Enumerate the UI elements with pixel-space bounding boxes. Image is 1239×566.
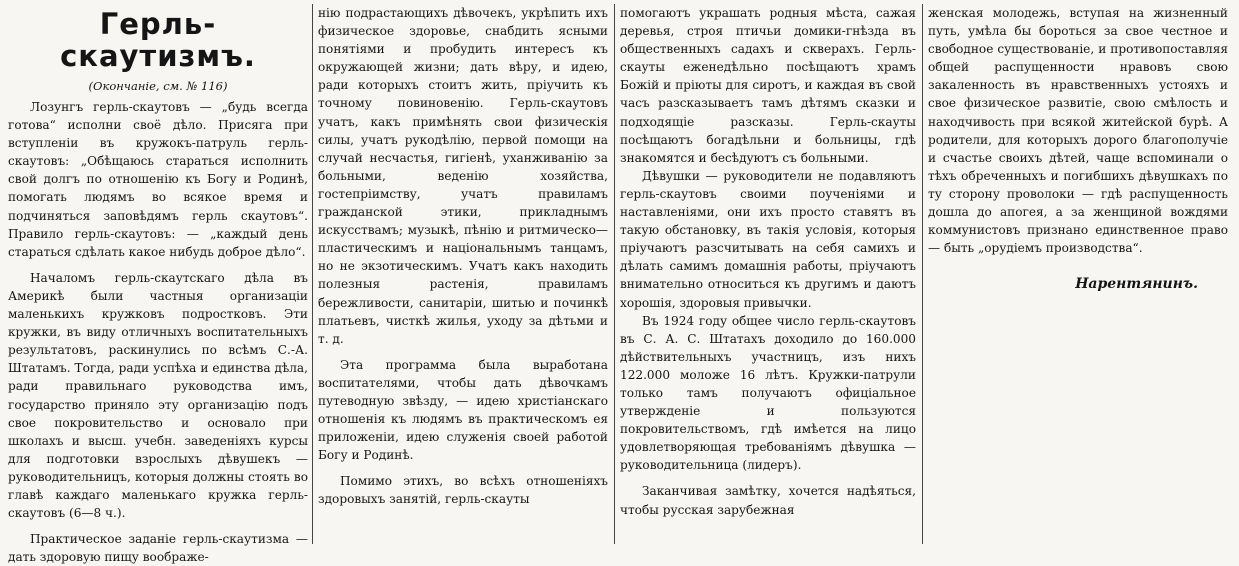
article-column-4: [928, 0, 1228, 548]
article-column-1: [8, 0, 308, 565]
paragraph: Лозунгъ герль-скаутовъ — „будь всегда готова“ исполни своё дѣло. Присяга при вступленіи въ кружокъ-патруль герль-скаутовъ: „Обѣщаюсь стараться исполнить свой долгъ по отношенію къ Богу и Родинѣ, помогать людямъ во всякое время и подчиняться заповѣдямъ герль скаутовъ“. Правило герль-скаутовъ: — „каждый день стараться сдѣлать какое нибудь доброе дѣло“.: [8, 100, 308, 259]
paragraph: нію подрастающихъ дѣвочекъ, укрѣпить ихъ физическое здоровье, снабдить ясными понятіями и пробудить интересъ къ окружающей жизни; дать вѣру, и идею, ради которыхъ стоитъ жить, пріучить къ точному повиновенію. Герль-скаутовъ учатъ, какъ примѣнять свои физическія силы, учатъ рукодѣлію, первой помощи на случай несчастья, гигіенѣ, уханживанію за больными, веденію хозяйства, гостепріимству, учатъ правиламъ гражданской этики, прикладнымъ искусствамъ; музыкѣ, пѣнію и ритмическо—пластическимъ и національнымъ танцамъ, но не экзотическимъ. Учатъ какъ находить полезныя растенія, правиламъ бережливости, санитаріи, шитью и починкѣ платьевъ, чисткѣ жилья, уходу за дѣтьми и т. д.: [318, 6, 608, 346]
paragraph: помогаютъ украшать родныя мѣста, сажая деревья, строя птичьи домики-гнѣзда въ общественныхъ садахъ и скверахъ. Герль-скауты еженедѣльно посѣщаютъ храмъ Божій и пріюты для сиротъ, и каждая въ свой часъ разсказываетъ тамъ дѣтямъ сказки и подходящіе разсказы. Герль-скауты посѣщаютъ богадѣльни и больницы, гдѣ знакомятся и бесѣдуютъ съ больными.: [620, 6, 916, 165]
column-rule: [922, 4, 923, 544]
continuation-reference: (Окончаніе, см. № 116): [88, 79, 228, 93]
paragraph: Въ 1924 году общее число герль-скаутовъ въ С. А. С. Штатахъ доходило до 160.000 дѣйствительныхъ участницъ, изъ нихъ 122.000 моложе 16 лѣтъ. Кружки-патрули только тамъ получаютъ офиціальное утвержденіе и пользуются покровительствомъ, гдѣ имѣется на лицо удовлетворяющая требованіямъ дѣвушка — руководительница (лидеръ).: [620, 313, 916, 473]
paragraph: Дѣвушки — руководители не подавляютъ герль-скаутовъ своими поученіями и наставленіями, они ихъ просто ставятъ въ такую обстановку, въ такія условія, которыя пріучаютъ разсчитывать на себя самихъ и дѣлать самимъ домашнія работы, пріучаютъ внимательно относиться къ другимъ и даютъ хорошія, здоровыя привычки.: [620, 168, 916, 310]
paragraph: женская молодежь, вступая на жизненный путь, умѣла бы бороться за свое честное и свободное существованіе, и противопоставляя общей распущенности нравовъ свою закаленность въ нравственныхъ устояхъ и свое физическое развитіе, свою смѣлость и находчивость при всякой житейской бурѣ. А родители, для которыхъ дорого благополучіе и счастье своихъ дѣтей, чаще вспоминали о тѣхъ обреченныхъ и погибшихъ дѣвушкахъ по ту сторону проволоки — гдѣ распущенность дошла до апогея, а за женщиной вождями коммунистовъ признано единственное право — быть „орудіемъ производства“.: [928, 6, 1228, 256]
article-column-3: [620, 0, 916, 548]
paragraph: Заканчивая замѣтку, хочется надѣяться, чтобы русская зарубежная: [620, 484, 916, 517]
article-column-2: [318, 0, 608, 548]
author-signature: Нарентянинъ.: [1075, 276, 1198, 293]
paragraph: Эта программа была выработана воспитателями, чтобы дать дѣвочкамъ путеводную звѣзду, — идею христіанскаго отношенія къ людямъ въ практическомъ ея приложеніи, идею служенія своей работой Богу и Родинѣ.: [318, 357, 608, 463]
column-rule: [312, 4, 313, 544]
paragraph: Помимо этихъ, во всѣхъ отношеніяхъ здоровыхъ занятій, герль-скауты: [318, 474, 608, 507]
column-rule: [614, 4, 615, 544]
paragraph: Практическое заданіе герль-скаутизма — дать здоровую пищу воображе-: [8, 532, 308, 565]
article-title: Герль-скаутизмъ.: [60, 7, 256, 73]
paragraph: Началомъ герль-скаутскаго дѣла въ Америкѣ были частныя организаціи маленькихъ кружковъ подростковъ. Эти кружки, въ виду отличныхъ воспитательныхъ результатовъ, раскинулись по всѣмъ С.-А. Штатамъ. Тогда, ради успѣха и единства дѣла, ради правильнаго руководства имъ, государство приняло эту организацію подъ свое покровительство и основало при школахъ и высш. учебн. заведеніяхъ курсы для подготовки взрослыхъ дѣвушекъ — руководительницъ, которыя должны стоять во главѣ каждаго маленькаго кружка герль-скаутовъ (6—8 ч.).: [8, 270, 308, 521]
